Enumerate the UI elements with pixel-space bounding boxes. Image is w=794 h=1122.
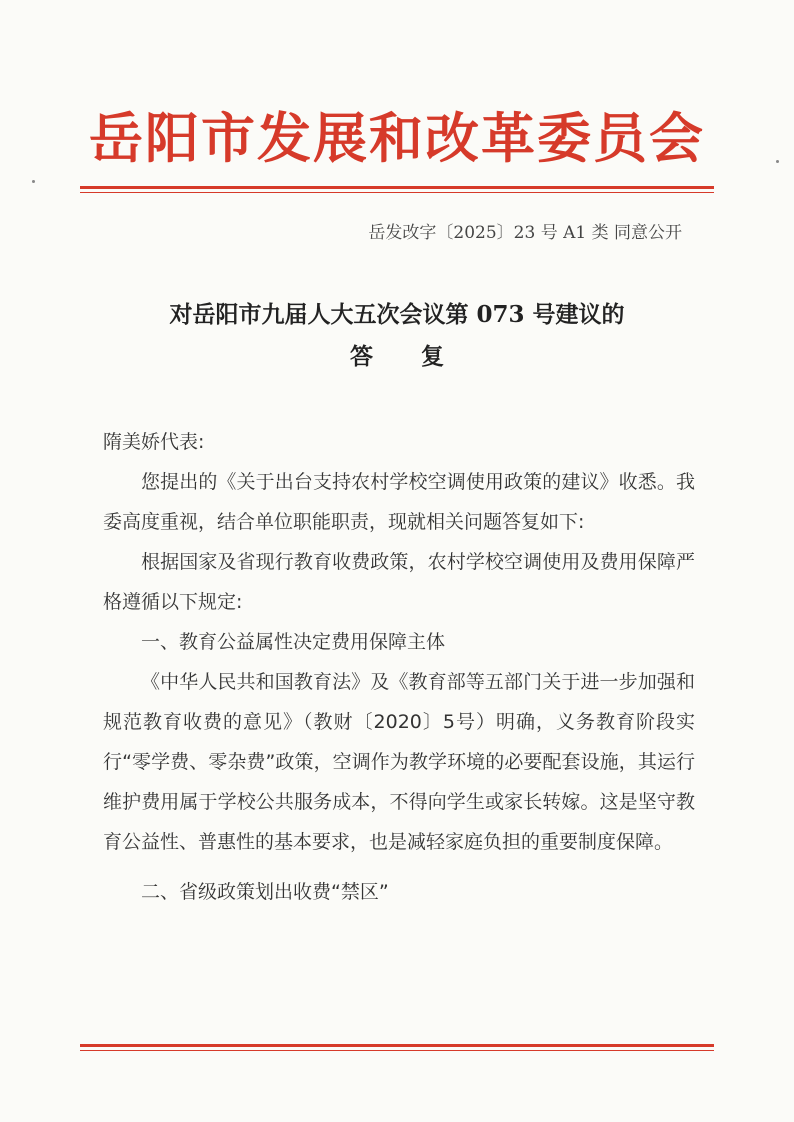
title-char-da: 答: [350, 343, 373, 370]
section-heading-2: 二、省级政策划出收费“禁区”: [141, 881, 389, 903]
footer-red-rule-thick: [80, 1044, 714, 1047]
paragraph-policy: 根据国家及省现行教育收费政策，农村学校空调使用及费用保障严格遵循以下规定:: [103, 551, 695, 613]
document-body: [103, 422, 695, 912]
title-char-fu: 复: [421, 343, 444, 370]
header-red-rule-thin: [80, 192, 714, 193]
section-heading-1: 一、教育公益属性决定费用保障主体: [141, 631, 446, 653]
document-title: 对岳阳市九届人大五次会议第 073 号建议的: [169, 301, 625, 328]
scan-speck: [32, 180, 35, 183]
document-title-line2: [0, 338, 794, 371]
paragraph-intro: 您提出的《关于出台支持农村学校空调使用政策的建议》收悉。我委高度重视，结合单位职能职责，现就相关问题答复如下:: [103, 471, 695, 533]
document-number: 岳发改字〔2025〕23 号 A1 类 同意公开: [368, 223, 682, 243]
salutation: 隋美娇代表:: [103, 431, 205, 453]
paragraph-section-1: 《中华人民共和国教育法》及《教育部等五部门关于进一步加强和规范教育收费的意见》（教财〔2020〕5号）明确，义务教育阶段实行“零学费、零杂费”政策，空调作为教学环境的必要配套设施，其运行维护费用属于学校公共服务成本，不得向学生或家长转嫁。这是坚守教育公益性、普惠性的基本要求，也是减轻家庭负担的重要制度保障。: [103, 671, 695, 853]
agency-masthead: 岳阳市发展和改革委员会: [89, 106, 705, 170]
header-red-rule-thick: [80, 186, 714, 189]
footer-red-rule-thin: [80, 1050, 714, 1051]
scan-speck: [776, 160, 779, 163]
